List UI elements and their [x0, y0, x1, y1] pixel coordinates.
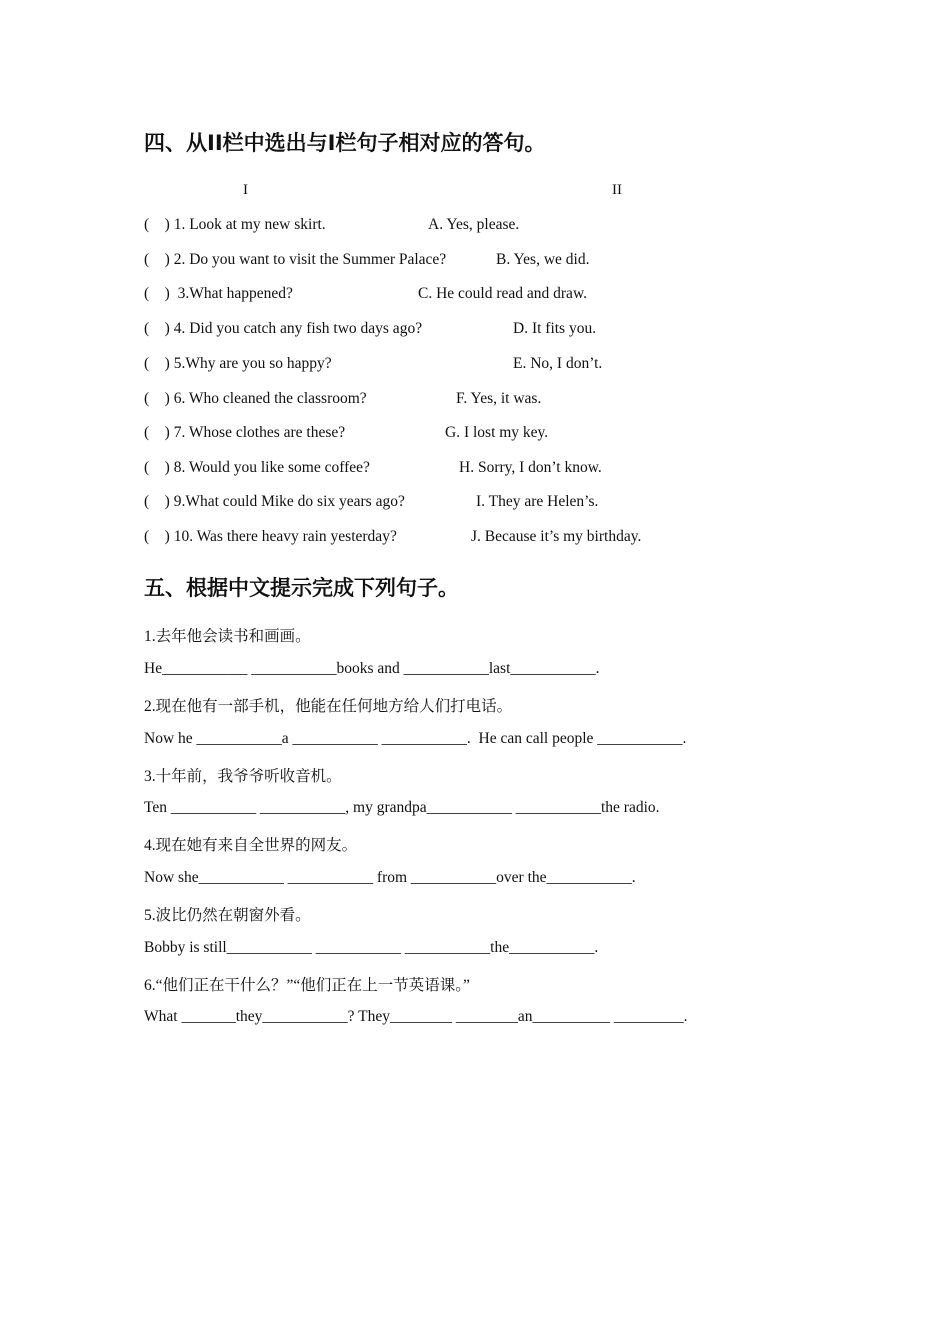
answer-i: I. They are Helen’s.: [476, 493, 599, 510]
answer-c: C. He could read and draw.: [418, 285, 588, 302]
item-3-english: Ten ___________ ___________, my grandpa___________ ___________the radio.: [144, 799, 660, 816]
section-5-title: 五、根据中文提示完成下列句子。: [144, 576, 459, 600]
item-4-english: Now she___________ ___________ from ___________over the___________.: [144, 869, 636, 886]
question-1: ( ) 1. Look at my new skirt.: [144, 216, 326, 233]
question-8: ( ) 8. Would you like some coffee?: [144, 459, 370, 476]
question-10: ( ) 10. Was there heavy rain yesterday?: [144, 528, 397, 545]
item-2-chinese: 2.现在他有一部手机，他能在任何地方给人们打电话。: [144, 698, 513, 715]
question-9: ( ) 9.What could Mike do six years ago?: [144, 493, 405, 510]
question-7: ( ) 7. Whose clothes are these?: [144, 424, 346, 441]
column-header-ii: II: [612, 182, 622, 198]
answer-d: D. It fits you.: [513, 320, 597, 337]
answer-j: J. Because it’s my birthday.: [471, 528, 642, 545]
item-5-chinese: 5.波比仍然在朝窗外看。: [144, 907, 311, 924]
question-6: ( ) 6. Who cleaned the classroom?: [144, 390, 367, 407]
answer-e: E. No, I don’t.: [513, 355, 603, 372]
answer-h: H. Sorry, I don’t know.: [459, 459, 602, 476]
question-3: ( ) 3.What happened?: [144, 285, 293, 302]
answer-g: G. I lost my key.: [445, 424, 549, 441]
item-2-english: Now he ___________a ___________ ___________. He can call people ___________.: [144, 730, 687, 747]
column-header-i: I: [243, 182, 248, 198]
item-1-english: He___________ ___________books and ___________last___________.: [144, 660, 600, 677]
answer-f: F. Yes, it was.: [456, 390, 542, 407]
section-4-title: 四、从II栏中选出与I栏句子相对应的答句。: [144, 131, 546, 155]
item-5-english: Bobby is still___________ ___________ ___________the___________.: [144, 939, 599, 956]
item-6-chinese: 6.“他们正在干什么？”“他们正在上一节英语课。”: [144, 977, 470, 994]
question-5: ( ) 5.Why are you so happy?: [144, 355, 332, 372]
item-4-chinese: 4.现在她有来自全世界的网友。: [144, 837, 358, 854]
question-2: ( ) 2. Do you want to visit the Summer Palace?: [144, 251, 447, 268]
item-3-chinese: 3.十年前，我爷爷听收音机。: [144, 768, 342, 785]
answer-b: B. Yes, we did.: [496, 251, 590, 268]
item-6-english: What _______they___________? They________ ________an__________ _________.: [144, 1008, 688, 1025]
question-4: ( ) 4. Did you catch any fish two days ago?: [144, 320, 423, 337]
answer-a: A. Yes, please.: [428, 216, 520, 233]
item-1-chinese: 1.去年他会读书和画画。: [144, 628, 311, 645]
